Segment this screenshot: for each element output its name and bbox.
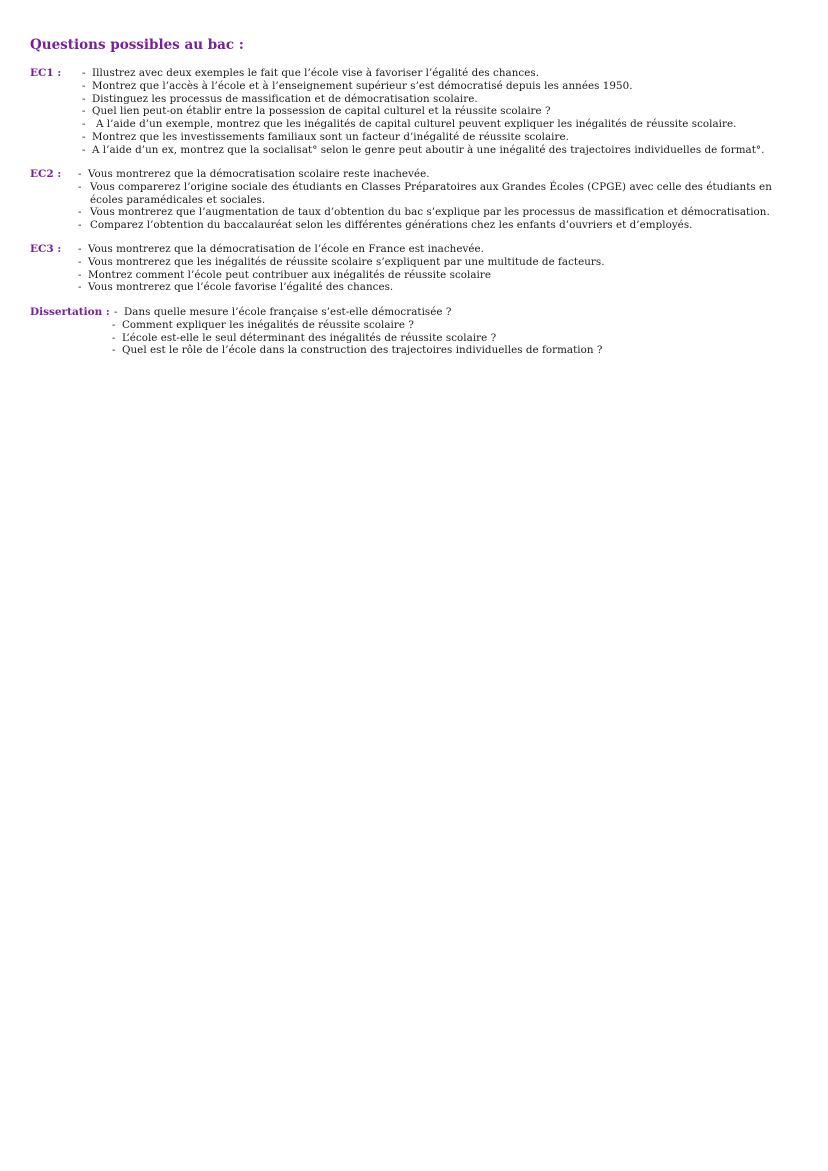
list-item: - Illustrez avec deux exemples le fait que l’école vise à favoriser l’égalité des chances. [82,67,764,80]
section-label-ec2: EC2 : [30,168,62,180]
list-item: - Montrez que l’accès à l’école et à l’enseignement supérieur s’est démocratisé depuis les années 1950. [82,80,764,93]
section-dissertation [30,306,810,364]
list-item: - L’école est-elle le seul déterminant des inégalités de réussite scolaire ? [112,332,602,345]
list-item: - Quel est le rôle de l’école dans la construction des trajectoires individuelles de formation ? [112,344,602,357]
list-item: - A l’aide d’un ex, montrez que la socialisat° selon le genre peut aboutir à une inégalité des trajectoires individuelles de format°. [82,144,764,157]
list-item: - Vous montrerez que les inégalités de réussite scolaire s’expliquent par une multitude de facteurs. [78,256,605,269]
list-item: - Comment expliquer les inégalités de réussite scolaire ? [112,319,602,332]
list-item: - Vous montrerez que la démocratisation scolaire reste inachevée. [78,168,792,181]
section-ec3 [30,243,810,301]
section-ec2 [30,168,810,238]
question-list-dissertation [114,306,602,357]
section-label-ec3: EC3 : [30,243,62,255]
list-item: - Vous comparerez l’origine sociale des étudiants en Classes Préparatoires aux Grandes Écoles (CPGE) avec celle des étudiants en écoles paramédicales et sociales. [78,181,792,207]
list-item: - Distinguez les processus de massification et de démocratisation scolaire. [82,93,764,106]
page-title: Questions possibles au bac : [30,37,244,53]
section-ec1 [30,67,810,162]
question-list-ec1 [82,67,764,157]
list-item: - Comparez l’obtention du baccalauréat selon les différentes générations chez les enfants d’ouvriers et d’employés. [78,219,792,232]
section-label-ec1: EC1 : [30,67,62,79]
list-item: - Quel lien peut-on établir entre la possession de capital culturel et la réussite scolaire ? [82,105,764,118]
list-item: - Montrez comment l’école peut contribuer aux inégalités de réussite scolaire [78,269,605,282]
list-item: - Vous montrerez que l’augmentation de taux d’obtention du bac s’explique par les processus de massification et démocratisation. [78,206,792,219]
question-list-ec2 [78,168,792,232]
list-item: - A l’aide d’un exemple, montrez que les inégalités de capital culturel peuvent expliquer les inégalités de réussite scolaire. [82,118,764,131]
question-list-ec3 [78,243,605,294]
section-label-dissertation: Dissertation : [30,306,110,318]
list-item: - Vous montrerez que la démocratisation de l’école en France est inachevée. [78,243,605,256]
list-item: - Dans quelle mesure l’école française s’est-elle démocratisée ? [114,306,602,319]
list-item: - Montrez que les investissements familiaux sont un facteur d’inégalité de réussite scolaire. [82,131,764,144]
list-item: - Vous montrerez que l’école favorise l’égalité des chances. [78,281,605,294]
